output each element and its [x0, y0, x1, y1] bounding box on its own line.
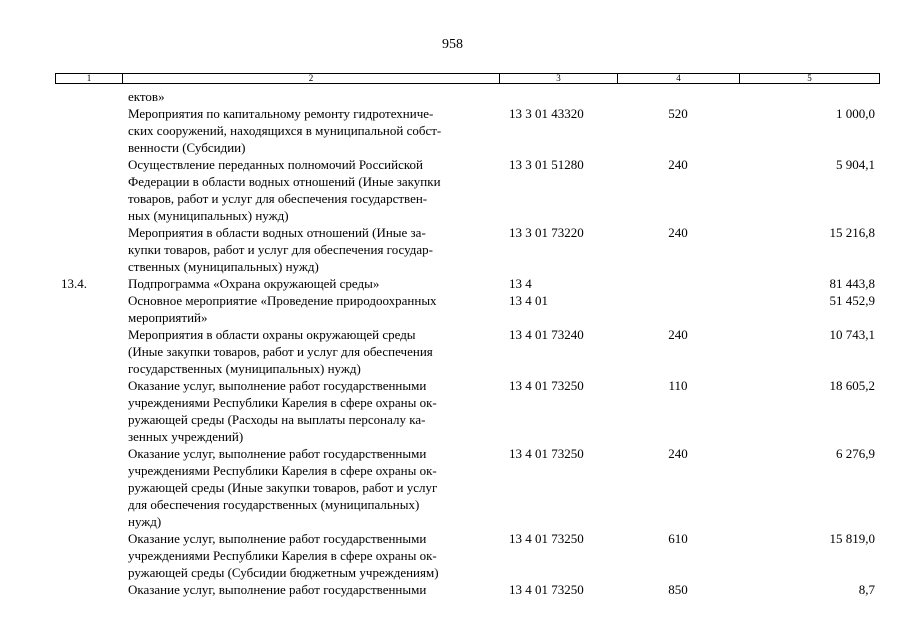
row-description [122, 326, 499, 377]
description-line: учреждениями Республики Карелия в сфере охраны ок- [128, 548, 437, 563]
description-line: Оказание услуг, выполнение работ государственными [128, 582, 427, 597]
row-expense-type: 110 [668, 378, 688, 393]
description-line: учреждениями Республики Карелия в сфере охраны ок- [128, 463, 437, 478]
row-code: 13 3 01 43320 [509, 106, 584, 121]
row-amount: 15 216,8 [829, 225, 875, 240]
row-description [122, 530, 499, 581]
description-line: (Иные закупки товаров, работ и услуг для обеспечения [128, 344, 433, 359]
header-col-2: 2 [123, 74, 500, 83]
row-description [122, 377, 499, 445]
description-line: Мероприятия в области охраны окружающей среды [128, 327, 416, 342]
description-line: мероприятий» [128, 310, 208, 325]
description-line: ружающей среды (Иные закупки товаров, работ и услуг [128, 480, 438, 495]
table-row [55, 275, 880, 292]
row-code: 13 4 01 [509, 293, 548, 308]
table-row [55, 445, 880, 530]
row-number [55, 105, 122, 156]
table-row [55, 105, 880, 156]
row-number [55, 581, 122, 598]
description-line: Осуществление переданных полномочий Российской [128, 157, 423, 172]
header-col-4: 4 [618, 74, 740, 83]
row-code: 13 3 01 51280 [509, 157, 584, 172]
row-expense-type: 520 [668, 106, 688, 121]
header-col-1: 1 [56, 74, 123, 83]
table-header [55, 73, 880, 84]
description-line: товаров, работ и услуг для обеспечения государствен- [128, 191, 428, 206]
description-line: ружающей среды (Субсидии бюджетным учреждениям) [128, 565, 439, 580]
table-row [55, 224, 880, 275]
row-description [122, 105, 499, 156]
row-code: 13 4 01 73250 [509, 378, 584, 393]
row-expense-type: 610 [668, 531, 688, 546]
row-code: 13 4 [509, 276, 532, 291]
row-code: 13 4 01 73240 [509, 327, 584, 342]
row-amount: 6 276,9 [836, 446, 875, 461]
description-line: Основное мероприятие «Проведение природоохранных [128, 293, 437, 308]
row-expense-type [617, 88, 739, 105]
row-expense-type: 240 [668, 157, 688, 172]
table-row [55, 377, 880, 445]
header-col-3: 3 [500, 74, 618, 83]
header-col-5: 5 [807, 73, 812, 83]
row-code: 13 4 01 73250 [509, 446, 584, 461]
row-description [122, 88, 499, 105]
description-line: ных (муниципальных) нужд) [128, 208, 289, 223]
row-amount: 5 904,1 [836, 157, 875, 172]
row-expense-type: 240 [668, 446, 688, 461]
description-line: Мероприятия по капитальному ремонту гидротехниче- [128, 106, 434, 121]
table-body [55, 88, 880, 598]
description-line: государственных (муниципальных) нужд) [128, 361, 361, 376]
row-expense-type: 850 [668, 582, 688, 597]
description-line: венности (Субсидии) [128, 140, 246, 155]
row-amount: 8,7 [858, 582, 875, 597]
description-line: для обеспечения государственных (муниципальных) [128, 497, 420, 512]
table-row [55, 88, 880, 105]
row-description [122, 275, 499, 292]
row-description [122, 445, 499, 530]
table-row [55, 156, 880, 224]
row-amount: 18 605,2 [829, 378, 875, 393]
row-description [122, 156, 499, 224]
description-line: Оказание услуг, выполнение работ государственными [128, 531, 427, 546]
table-row [55, 292, 880, 326]
table-row [55, 326, 880, 377]
row-description [122, 581, 499, 598]
row-code [499, 88, 617, 105]
row-code: 13 4 01 73250 [509, 531, 584, 546]
description-line: учреждениями Республики Карелия в сфере охраны ок- [128, 395, 437, 410]
row-amount: 51 452,9 [829, 293, 875, 308]
description-line: ектов» [128, 89, 165, 104]
table-row [55, 581, 880, 598]
row-amount: 15 819,0 [829, 531, 875, 546]
row-code: 13 4 01 73250 [509, 582, 584, 597]
description-line: Оказание услуг, выполнение работ государственными [128, 378, 427, 393]
row-expense-type [617, 275, 739, 292]
description-line: Оказание услуг, выполнение работ государственными [128, 446, 427, 461]
row-expense-type: 240 [668, 225, 688, 240]
row-number [55, 292, 122, 326]
description-line: нужд) [128, 514, 162, 529]
row-number [55, 530, 122, 581]
table-row [55, 530, 880, 581]
description-line: Федерации в области водных отношений (Иные закупки [128, 174, 441, 189]
description-line: ственных (муниципальных) нужд) [128, 259, 319, 274]
row-amount: 1 000,0 [836, 106, 875, 121]
description-line: ских сооружений, находящихся в муниципальной собст- [128, 123, 442, 138]
description-line: зенных учреждений) [128, 429, 244, 444]
row-amount: 10 743,1 [829, 327, 875, 342]
row-expense-type: 240 [668, 327, 688, 342]
row-number [55, 224, 122, 275]
row-expense-type [617, 292, 739, 326]
row-code: 13 3 01 73220 [509, 225, 584, 240]
row-number: 13.4. [61, 276, 87, 291]
row-number [55, 445, 122, 530]
description-line: Мероприятия в области водных отношений (Иные за- [128, 225, 426, 240]
row-amount: 81 443,8 [829, 276, 875, 291]
row-description [122, 224, 499, 275]
row-number [55, 156, 122, 224]
page-number: 958 [442, 37, 463, 52]
row-number [55, 88, 122, 105]
row-number [55, 326, 122, 377]
description-line: купки товаров, работ и услуг для обеспечения государ- [128, 242, 434, 257]
row-description [122, 292, 499, 326]
row-number [55, 377, 122, 445]
description-line: Подпрограмма «Охрана окружающей среды» [128, 276, 380, 291]
description-line: ружающей среды (Расходы на выплаты персоналу ка- [128, 412, 426, 427]
row-amount [739, 88, 880, 105]
